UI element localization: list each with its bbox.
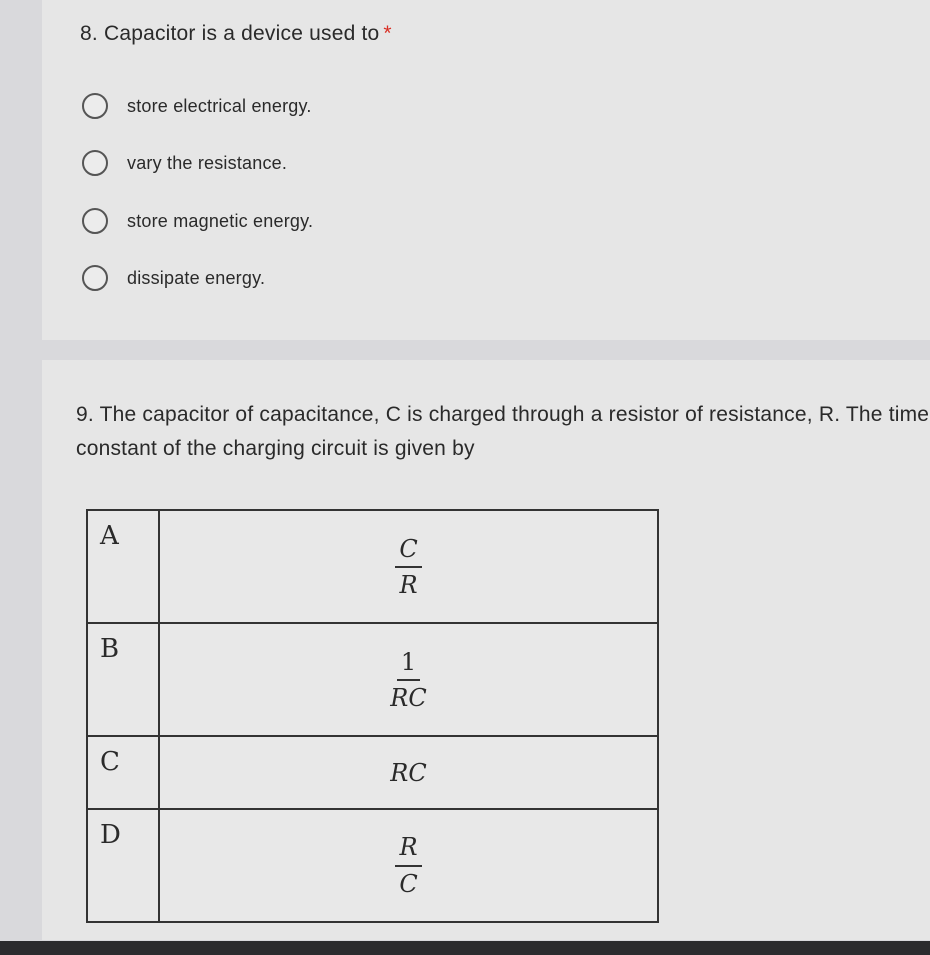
option-store-magnetic-energy[interactable] [82,208,313,234]
option-label: store magnetic energy. [127,210,314,231]
question-9-card [42,360,930,940]
option-label: dissipate energy. [127,267,266,288]
question-8-card [42,0,930,340]
radio-button[interactable] [82,93,108,119]
screen-bottom-edge [0,941,930,955]
row-letter: C [87,736,159,808]
fraction [395,834,421,897]
fraction [386,649,430,712]
option-label: vary the resistance. [127,152,288,173]
denominator: R [399,571,418,600]
denominator: RC [390,684,427,713]
answer-table [86,509,659,923]
formula-value: RC [390,758,427,787]
row-letter: A [87,510,159,623]
radio-button[interactable] [82,208,108,234]
formula-cell [159,809,658,922]
denominator: C [399,869,418,898]
question-9-title: 9. The capacitor of capacitance, C is charged through a resistor of resistance, R. The time constant of the charging circuit is given by [76,403,930,460]
numerator: 1 [397,649,420,681]
formula-cell [159,736,658,808]
option-label: store electrical energy. [127,95,312,116]
radio-button[interactable] [82,150,108,176]
table-row [87,809,658,922]
row-letter: D [87,809,159,922]
question-8-text: 8. Capacitor is a device used to [80,22,380,45]
fraction [395,536,421,599]
question-8-title [80,22,392,46]
formula-cell [159,510,658,623]
formula-cell [159,623,658,736]
table-row [87,623,658,736]
required-asterisk: * [383,22,392,45]
option-store-electrical-energy[interactable] [82,93,312,119]
table-row [87,736,658,808]
numerator: R [395,834,421,866]
option-vary-resistance[interactable] [82,150,287,176]
option-dissipate-energy[interactable] [82,265,265,291]
row-letter: B [87,623,159,736]
table-row [87,510,658,623]
radio-button[interactable] [82,265,108,291]
numerator: C [395,536,421,568]
